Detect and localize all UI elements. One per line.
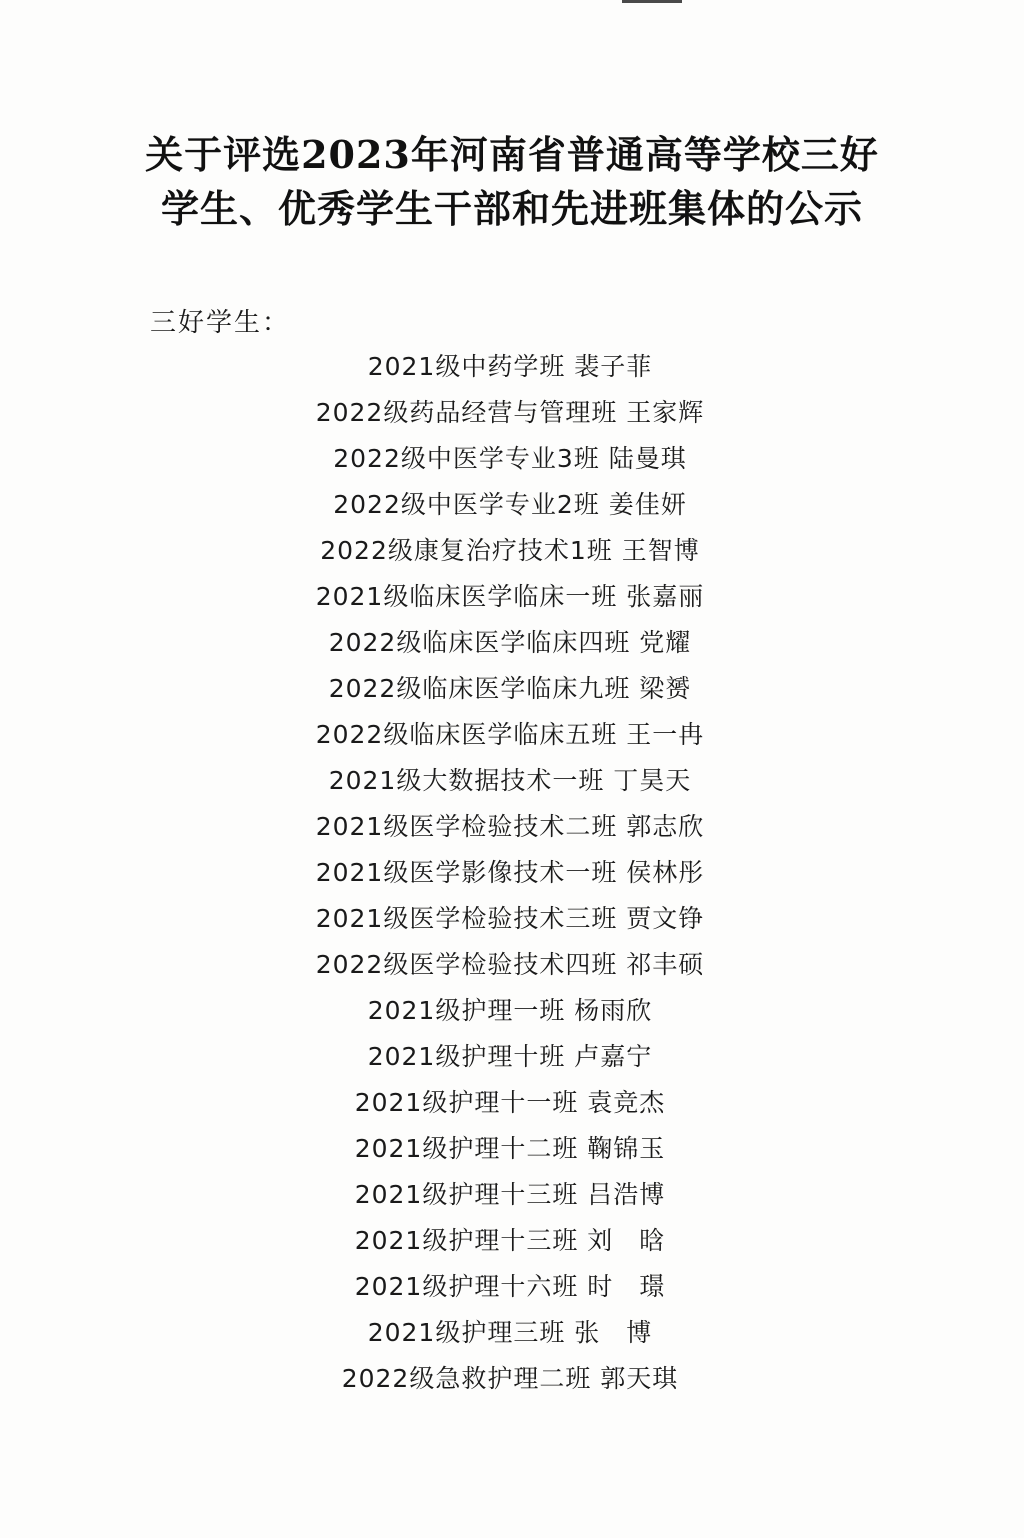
list-item: 2022级医学检验技术四班 祁丰硕	[315, 950, 705, 979]
list-item: 2021级护理十三班 刘 晗	[354, 1226, 666, 1255]
document-title	[100, 128, 924, 236]
list-item: 2022级中医学专业3班 陆曼琪	[333, 444, 687, 473]
list-item: 2021级大数据技术一班 丁昊天	[328, 766, 692, 795]
list-item: 2021级中药学班 裴子菲	[367, 352, 653, 381]
list-item: 2022级康复治疗技术1班 王智博	[320, 536, 700, 565]
list-item: 2022级临床医学临床四班 党耀	[328, 628, 692, 657]
student-list	[150, 344, 870, 1402]
list-item: 2021级护理十二班 鞠锦玉	[354, 1134, 666, 1163]
list-item: 2021级护理三班 张 博	[367, 1318, 653, 1347]
list-item: 2021级医学影像技术一班 侯林彤	[315, 858, 705, 887]
title-line-1: 关于评选2023年河南省普通高等学校三好	[145, 132, 879, 177]
list-item: 2021级临床医学临床一班 张嘉丽	[315, 582, 705, 611]
list-item: 2021级护理十六班 时 璟	[354, 1272, 666, 1301]
list-item: 2021级护理十班 卢嘉宁	[367, 1042, 653, 1071]
scan-edge-mark	[622, 0, 682, 3]
list-item: 2022级临床医学临床五班 王一冉	[315, 720, 705, 749]
list-item: 2021级医学检验技术三班 贾文铮	[315, 904, 705, 933]
list-item: 2021级医学检验技术二班 郭志欣	[315, 812, 705, 841]
list-item: 2022级临床医学临床九班 梁赟	[328, 674, 692, 703]
list-item: 2021级护理一班 杨雨欣	[367, 996, 653, 1025]
title-line-2: 学生、优秀学生干部和先进班集体的公示	[160, 186, 863, 231]
list-item: 2021级护理十一班 袁竞杰	[354, 1088, 666, 1117]
list-item: 2022级中医学专业2班 姜佳妍	[333, 490, 687, 519]
section-label: 三好学生：	[150, 308, 291, 338]
list-item: 2022级急救护理二班 郭天琪	[341, 1364, 679, 1393]
list-item: 2022级药品经营与管理班 王家辉	[315, 398, 705, 427]
list-item: 2021级护理十三班 吕浩博	[354, 1180, 666, 1209]
